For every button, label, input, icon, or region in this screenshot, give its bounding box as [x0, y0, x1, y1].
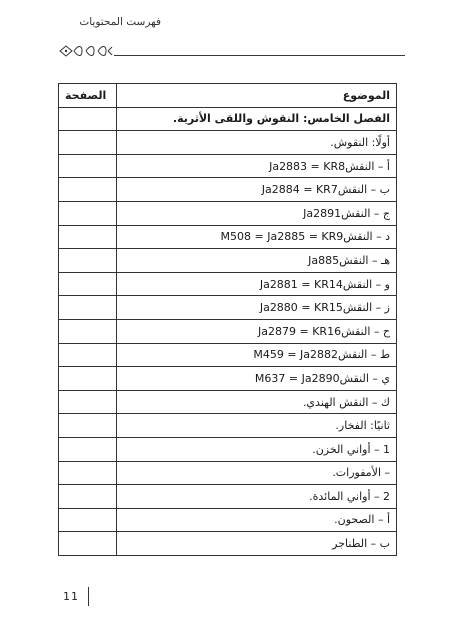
row-topic: 1 – أواني الخزن.: [117, 437, 397, 461]
row-page: [59, 201, 117, 225]
row-page: [59, 272, 117, 296]
table-row: [59, 107, 397, 131]
table-row: [59, 508, 397, 532]
table-row: [59, 414, 397, 438]
contents-table: [58, 83, 397, 556]
row-topic: و – النقشJa2881 = KR14: [117, 272, 397, 296]
row-topic: 2 – أواني المائدة.: [117, 485, 397, 509]
row-page: [59, 508, 117, 532]
row-page: [59, 437, 117, 461]
row-topic: ب – النقشJa2884 = KR7: [117, 178, 397, 202]
table-row: [59, 154, 397, 178]
row-topic: ي – النقشM637 = Ja2890: [117, 367, 397, 391]
table-row: [59, 390, 397, 414]
row-page: [59, 367, 117, 391]
row-topic: ب – الطناجر: [117, 532, 397, 556]
table-row: [59, 437, 397, 461]
row-topic: ثانيًا: الفخار.: [117, 414, 397, 438]
row-topic: أولًا: النقوش.: [117, 131, 397, 155]
row-topic: – الأمفورات.: [117, 461, 397, 485]
table-row: [59, 343, 397, 367]
row-topic: ك – النقش الهندي.: [117, 390, 397, 414]
column-header-topic: الموضوع: [117, 84, 397, 108]
running-head-title: فهرست المحتويات: [79, 16, 161, 28]
table-row: [59, 249, 397, 273]
row-page: [59, 249, 117, 273]
row-page: [59, 296, 117, 320]
table-row: [59, 367, 397, 391]
table-row: [59, 296, 397, 320]
row-topic: أ – النقشJa2883 = KR8: [117, 154, 397, 178]
page-number-rule: [88, 587, 89, 606]
page-number: 11: [63, 590, 79, 603]
table-row: [59, 532, 397, 556]
table-row: [59, 131, 397, 155]
table-row: [59, 201, 397, 225]
row-page: [59, 532, 117, 556]
row-page: [59, 485, 117, 509]
row-page: [59, 107, 117, 131]
row-page: [59, 414, 117, 438]
row-topic: ز – النقشJa2880 = KR15: [117, 296, 397, 320]
table-row: [59, 319, 397, 343]
row-topic: ج – النقشJa2891: [117, 201, 397, 225]
row-page: [59, 390, 117, 414]
row-page: [59, 131, 117, 155]
row-topic: الفصل الخامس: النقوش واللقى الأثرية.: [117, 107, 397, 131]
table-row: [59, 272, 397, 296]
header-rule: [114, 55, 405, 56]
row-page: [59, 343, 117, 367]
table-row: [59, 225, 397, 249]
row-page: [59, 319, 117, 343]
table-row: [59, 485, 397, 509]
table-row: [59, 461, 397, 485]
table-header-row: [59, 84, 397, 108]
table-row: [59, 178, 397, 202]
row-page: [59, 461, 117, 485]
row-topic: أ – الصحون.: [117, 508, 397, 532]
ornament-divider-icon: [58, 44, 114, 58]
row-topic: ط – النقشM459 = Ja2882: [117, 343, 397, 367]
row-topic: د – النقشM508 = Ja2885 = KR9: [117, 225, 397, 249]
column-header-page: الصفحة: [59, 84, 117, 108]
row-page: [59, 154, 117, 178]
row-page: [59, 225, 117, 249]
row-topic: ح – النقشJa2879 = KR16: [117, 319, 397, 343]
row-page: [59, 178, 117, 202]
row-topic: هـ – النقشJa885: [117, 249, 397, 273]
